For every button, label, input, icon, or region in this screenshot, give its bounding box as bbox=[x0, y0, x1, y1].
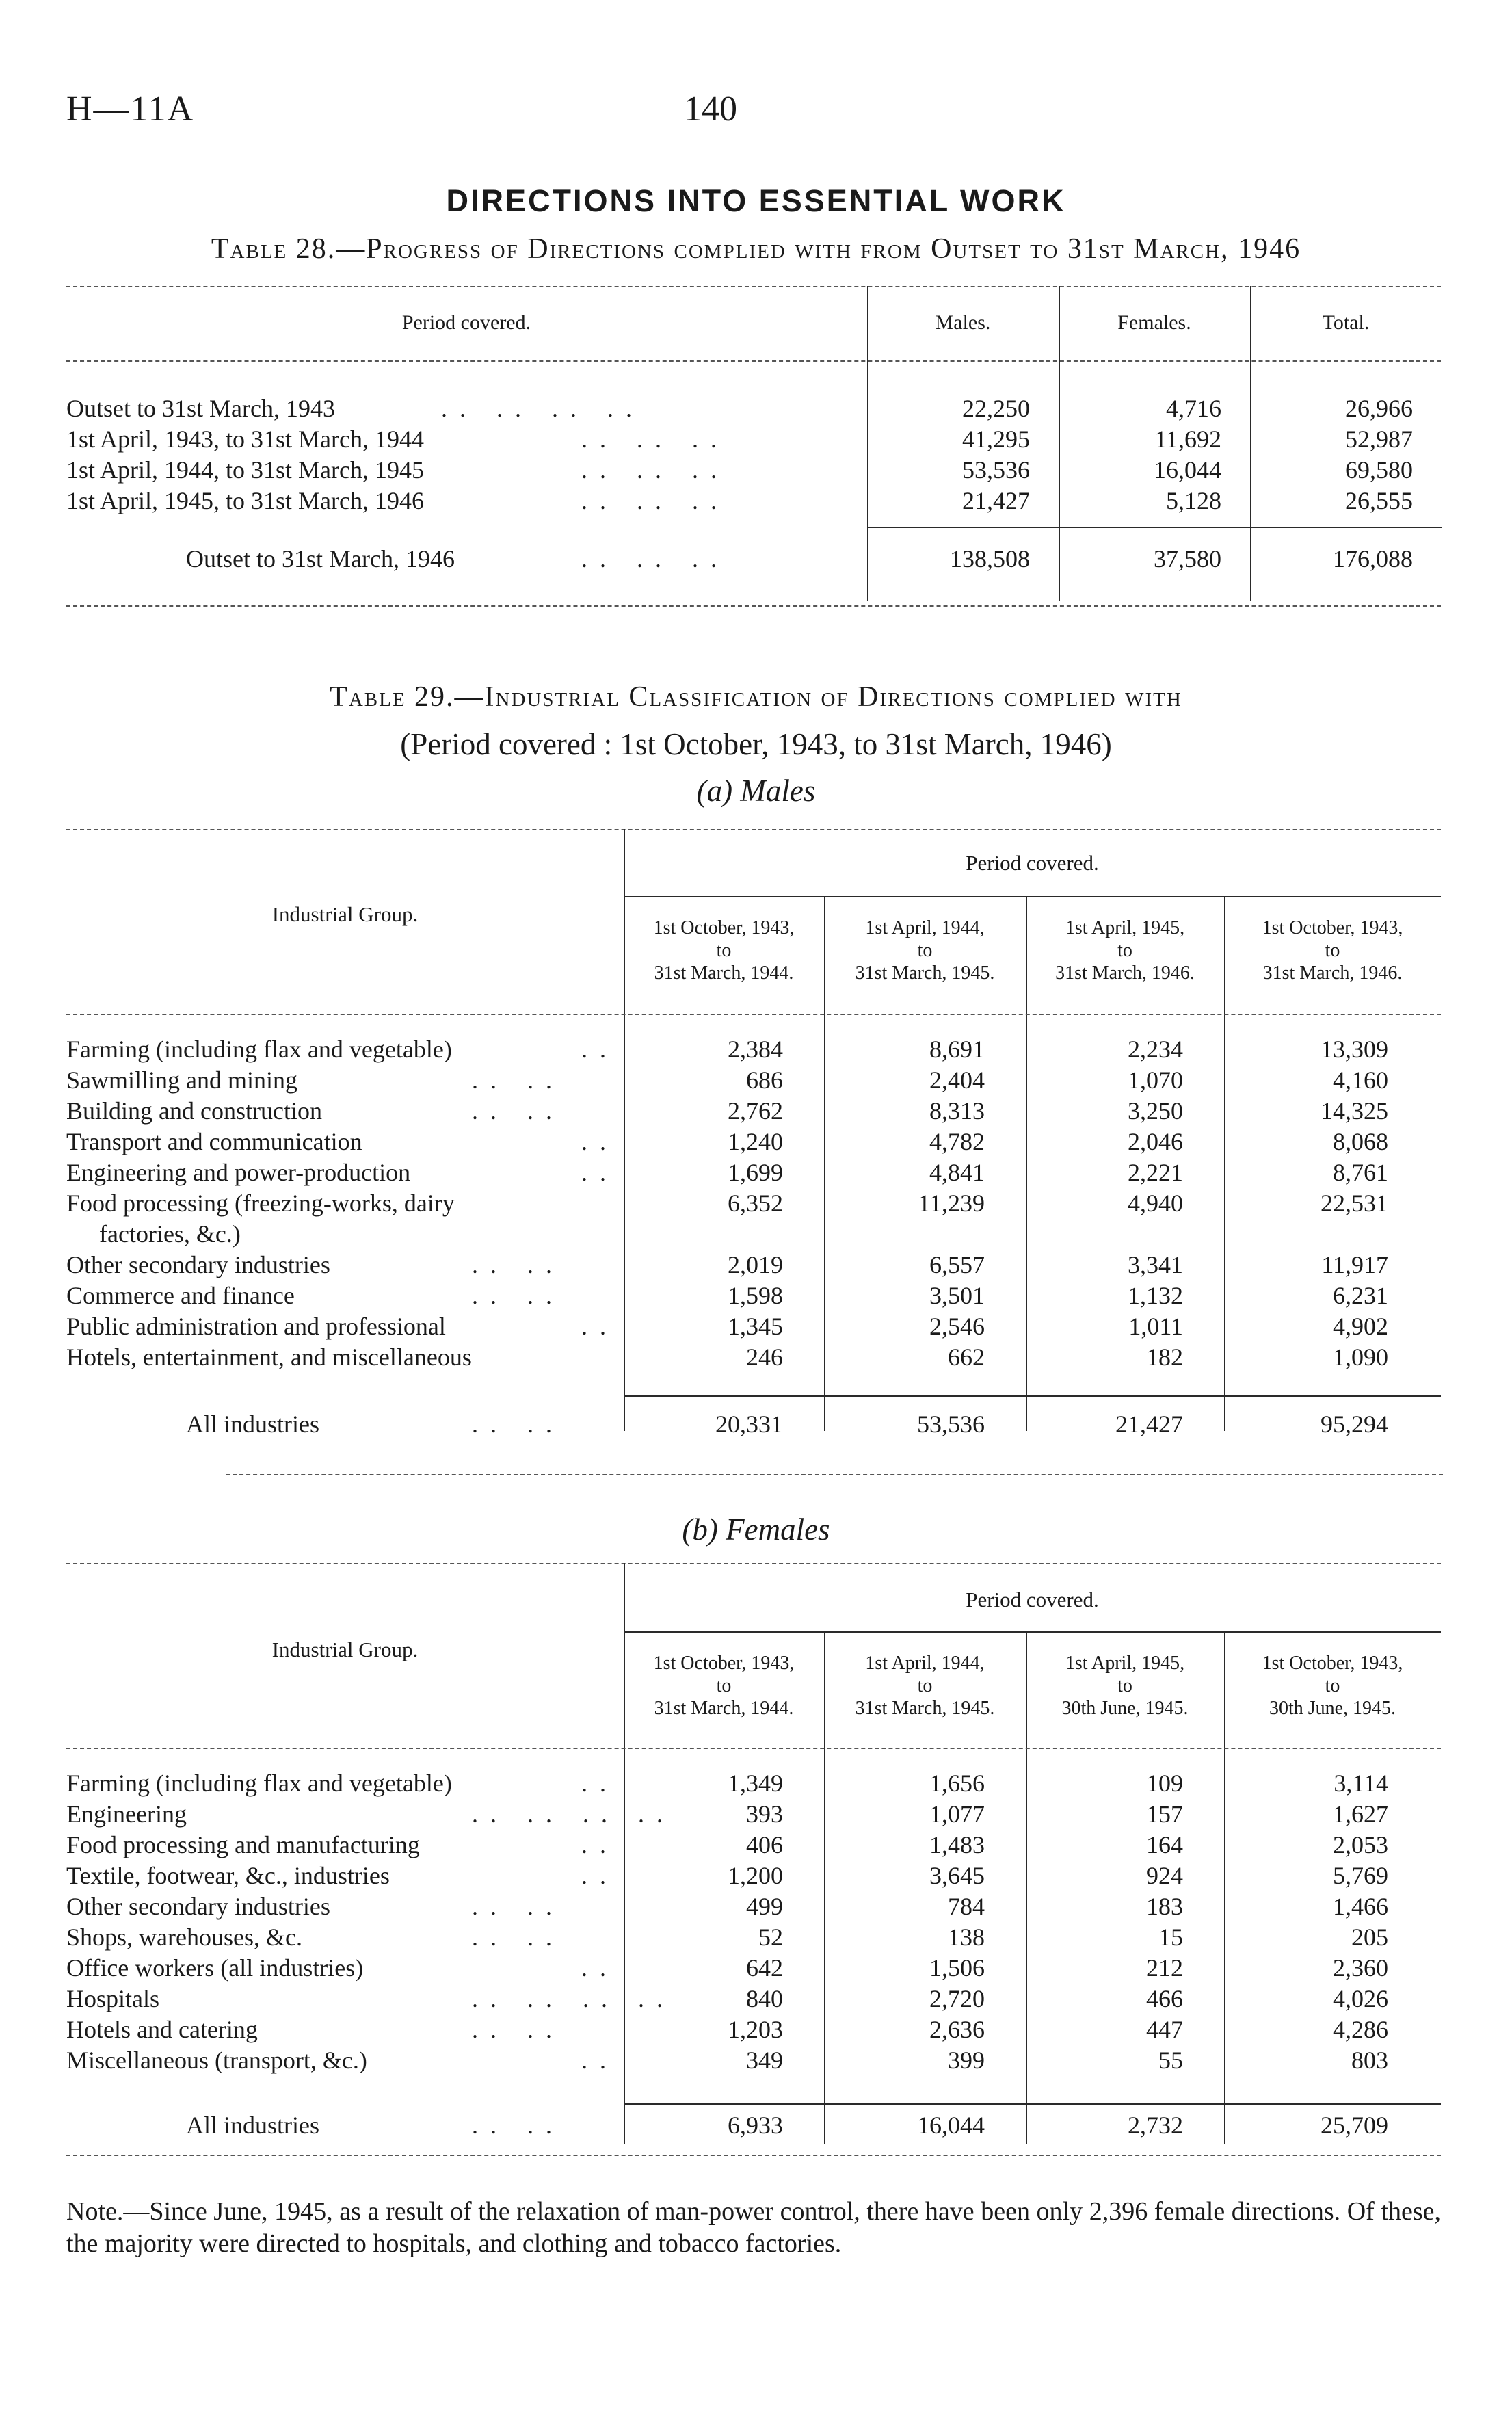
row-label: Engineering and power-production bbox=[66, 1159, 411, 1186]
value-cell: 8,068 bbox=[1333, 1128, 1388, 1155]
value-cell: 4,026 bbox=[1333, 1985, 1388, 2012]
leader-dots: .. .. bbox=[472, 1893, 564, 1920]
period-header-rule bbox=[624, 1631, 1441, 1633]
table28-header-rule bbox=[66, 360, 1441, 362]
column-header bbox=[1224, 1652, 1441, 1720]
column-header bbox=[824, 917, 1026, 984]
value-cell: 22,531 bbox=[1321, 1190, 1388, 1217]
value-cell: 3,250 bbox=[1128, 1097, 1183, 1125]
value-cell: 205 bbox=[1351, 1923, 1388, 1951]
value-cell: 14,325 bbox=[1321, 1097, 1388, 1125]
value-cell: 1,699 bbox=[728, 1159, 783, 1186]
column-header-line: to bbox=[1117, 1675, 1132, 1696]
value-cell: 6,352 bbox=[728, 1190, 783, 1217]
value-cell: 1,132 bbox=[1128, 1282, 1183, 1309]
row-label: Miscellaneous (transport, &c.) bbox=[66, 2047, 367, 2074]
period-covered-header: Period covered. bbox=[966, 851, 1099, 875]
row-label: Hotels, entertainment, and miscellaneous bbox=[66, 1343, 472, 1371]
leader-dots: .. bbox=[581, 2047, 618, 2074]
total-value: 53,536 bbox=[917, 1410, 985, 1438]
value-cell: 15 bbox=[1158, 1923, 1183, 1951]
value-cell: 11,917 bbox=[1321, 1251, 1388, 1278]
column-header-line: 1st April, 1944, bbox=[865, 1653, 985, 1674]
total-value: 69,580 bbox=[1345, 456, 1413, 484]
leader-dots: .. bbox=[581, 1770, 618, 1797]
value-cell: 399 bbox=[948, 2047, 985, 2074]
total-value: 26,966 bbox=[1345, 395, 1413, 422]
value-cell: 8,761 bbox=[1333, 1159, 1388, 1186]
value-cell: 1,483 bbox=[929, 1831, 985, 1858]
table28-top-rule bbox=[66, 286, 1441, 287]
value-cell: 164 bbox=[1146, 1831, 1183, 1858]
table29-period: (Period covered : 1st October, 1943, to 31st March, 1946) bbox=[400, 727, 1112, 761]
leader-dots: .. bbox=[581, 1159, 618, 1186]
males-value: 41,295 bbox=[962, 425, 1030, 453]
leader-dots: .. bbox=[581, 1954, 618, 1982]
males-value: 21,427 bbox=[962, 487, 1030, 514]
table28-header-total: Total. bbox=[1322, 311, 1370, 334]
value-cell: 2,636 bbox=[929, 2016, 985, 2043]
total-row-label: All industries bbox=[186, 1410, 319, 1438]
total-value: 95,294 bbox=[1321, 1410, 1388, 1438]
value-cell: 3,501 bbox=[929, 1282, 985, 1309]
table28-caption: Table 28.—Progress of Directions complied with from Outset to 31st March, 1946 bbox=[211, 233, 1301, 265]
column-header-line: 1st April, 1945, bbox=[1065, 1653, 1185, 1674]
value-cell: 183 bbox=[1146, 1893, 1183, 1920]
total-row-label: Outset to 31st March, 1946 bbox=[186, 545, 455, 573]
value-cell: 803 bbox=[1351, 2047, 1388, 2074]
column-header-line: 31st March, 1945. bbox=[855, 1698, 995, 1719]
value-cell: 157 bbox=[1146, 1800, 1183, 1828]
females-value: 16,044 bbox=[1154, 456, 1221, 484]
value-cell: 662 bbox=[948, 1343, 985, 1371]
females-top-rule bbox=[66, 1563, 1441, 1564]
value-cell: 2,053 bbox=[1333, 1831, 1388, 1858]
table28-total-rule bbox=[867, 527, 1442, 528]
row-label: Hospitals bbox=[66, 1985, 160, 2012]
value-cell: 4,841 bbox=[929, 1159, 985, 1186]
value-cell: 1,345 bbox=[728, 1313, 783, 1340]
footnote: Note.—Since June, 1945, as a result of the relaxation of man-power control, there have been only 2,396 female directions. Of these, the majority were directed to hospitals, and clothing and tobacco factories. bbox=[66, 2197, 1441, 2258]
table29-caption: Table 29.—Industrial Classification of Directions complied with bbox=[330, 681, 1182, 713]
value-cell: 13,309 bbox=[1321, 1036, 1388, 1063]
row-label: 1st April, 1945, to 31st March, 1946 bbox=[66, 487, 424, 514]
row-label: Food processing and manufacturing bbox=[66, 1831, 420, 1858]
column-header-line: 30th June, 1945. bbox=[1061, 1698, 1189, 1719]
column-header-line: 30th June, 1945. bbox=[1269, 1698, 1396, 1719]
page-number: 140 bbox=[684, 90, 737, 129]
leader-dots: .. .. .. bbox=[581, 487, 729, 514]
value-cell: 2,546 bbox=[929, 1313, 985, 1340]
value-cell: 3,114 bbox=[1334, 1770, 1388, 1797]
row-label-continued: factories, &c.) bbox=[99, 1220, 241, 1248]
row-label: Other secondary industries bbox=[66, 1251, 330, 1278]
value-cell: 642 bbox=[746, 1954, 783, 1982]
leader-dots: .. .. .. bbox=[581, 456, 729, 484]
leader-dots: .. .. bbox=[472, 2112, 564, 2139]
value-cell: 5,769 bbox=[1333, 1862, 1388, 1889]
value-cell: 406 bbox=[746, 1831, 783, 1858]
value-cell: 2,360 bbox=[1333, 1954, 1388, 1982]
value-cell: 6,557 bbox=[929, 1251, 985, 1278]
leader-dots: .. .. .. bbox=[581, 545, 729, 573]
row-label: Engineering bbox=[66, 1800, 187, 1828]
leader-dots: .. .. bbox=[472, 1282, 564, 1309]
column-header bbox=[624, 1652, 824, 1720]
value-cell: 6,231 bbox=[1333, 1282, 1388, 1309]
leader-dots: .. .. .. .. bbox=[472, 1985, 675, 2012]
leader-dots: .. .. .. bbox=[581, 425, 729, 453]
value-cell: 2,234 bbox=[1128, 1036, 1183, 1063]
row-label: Farming (including flax and vegetable) bbox=[66, 1770, 452, 1797]
value-cell: 1,200 bbox=[728, 1862, 783, 1889]
value-cell: 2,019 bbox=[728, 1251, 783, 1278]
column-header-line: to bbox=[1325, 1675, 1340, 1696]
row-label: Outset to 31st March, 1943 bbox=[66, 395, 335, 422]
row-label: Farming (including flax and vegetable) bbox=[66, 1036, 452, 1063]
column-header-line: to bbox=[917, 1675, 933, 1696]
total-value: 6,933 bbox=[728, 2112, 783, 2139]
value-cell: 499 bbox=[746, 1893, 783, 1920]
row-label: Office workers (all industries) bbox=[66, 1954, 364, 1982]
leader-dots: .. .. .. .. bbox=[441, 395, 644, 422]
leader-dots: .. .. bbox=[472, 1410, 564, 1438]
value-cell: 138 bbox=[948, 1923, 985, 1951]
industrial-group-header: Industrial Group. bbox=[271, 1638, 419, 1661]
total-value: 2,732 bbox=[1128, 2112, 1183, 2139]
page-header bbox=[0, 89, 1512, 144]
column-header bbox=[1026, 1652, 1224, 1720]
value-cell: 55 bbox=[1158, 2047, 1183, 2074]
leader-dots: .. bbox=[581, 1036, 618, 1063]
column-header-line: 1st October, 1943, bbox=[653, 1653, 795, 1674]
row-label: Transport and communication bbox=[66, 1128, 362, 1155]
value-cell: 1,506 bbox=[929, 1954, 985, 1982]
males-top-rule bbox=[66, 829, 1441, 830]
value-cell: 924 bbox=[1146, 1862, 1183, 1889]
column-header-line: 1st October, 1943, bbox=[653, 917, 795, 938]
value-cell: 3,645 bbox=[929, 1862, 985, 1889]
males-value: 22,250 bbox=[962, 395, 1030, 422]
value-cell: 4,286 bbox=[1333, 2016, 1388, 2043]
total-value: 20,331 bbox=[715, 1410, 783, 1438]
females-value: 5,128 bbox=[1166, 487, 1221, 514]
row-label: Commerce and finance bbox=[66, 1282, 295, 1309]
leader-dots: .. bbox=[581, 1831, 618, 1858]
value-cell: 2,762 bbox=[728, 1097, 783, 1125]
row-label: Food processing (freezing-works, dairy bbox=[66, 1190, 455, 1217]
males-total-rule bbox=[624, 1395, 1441, 1397]
column-header-line: 31st March, 1944. bbox=[654, 1698, 794, 1719]
value-cell: 2,221 bbox=[1128, 1159, 1183, 1186]
column-header bbox=[1224, 917, 1441, 984]
males-header-rule bbox=[66, 1014, 1441, 1015]
row-label: Public administration and professional bbox=[66, 1313, 446, 1340]
column-header-line: to bbox=[1117, 940, 1132, 961]
males-heading: (a) Males bbox=[696, 774, 816, 808]
value-cell: 212 bbox=[1146, 1954, 1183, 1982]
females-value: 11,692 bbox=[1154, 425, 1221, 453]
females-total-rule bbox=[624, 2103, 1441, 2105]
column-header-line: 31st March, 1945. bbox=[855, 962, 995, 984]
column-header-line: to bbox=[917, 940, 933, 961]
column-header bbox=[624, 917, 824, 984]
column-header-line: 31st March, 1946. bbox=[1055, 962, 1195, 984]
leader-dots: .. .. bbox=[472, 1251, 564, 1278]
period-header-rule bbox=[624, 896, 1441, 897]
value-cell: 2,046 bbox=[1128, 1128, 1183, 1155]
leader-dots: .. bbox=[581, 1862, 618, 1889]
leader-dots: .. .. .. .. bbox=[472, 1800, 675, 1828]
value-cell: 784 bbox=[948, 1893, 985, 1920]
value-cell: 393 bbox=[746, 1800, 783, 1828]
value-cell: 52 bbox=[758, 1923, 783, 1951]
value-cell: 11,239 bbox=[918, 1190, 985, 1217]
value-cell: 2,404 bbox=[929, 1066, 985, 1094]
value-cell: 4,902 bbox=[1333, 1313, 1388, 1340]
value-cell: 447 bbox=[1146, 2016, 1183, 2043]
row-label: Hotels and catering bbox=[66, 2016, 258, 2043]
females-header-rule bbox=[66, 1748, 1441, 1749]
leader-dots: .. bbox=[581, 1313, 618, 1340]
females-value: 4,716 bbox=[1166, 395, 1221, 422]
males-bottom-rule bbox=[226, 1474, 1443, 1475]
column-header bbox=[824, 1652, 1026, 1720]
value-cell: 8,691 bbox=[929, 1036, 985, 1063]
total-value: 21,427 bbox=[1115, 1410, 1183, 1438]
total-value: 26,555 bbox=[1345, 487, 1413, 514]
value-cell: 686 bbox=[746, 1066, 783, 1094]
column-header-line: 1st April, 1945, bbox=[1065, 917, 1185, 938]
column-header-line: 1st April, 1944, bbox=[865, 917, 985, 938]
value-cell: 109 bbox=[1146, 1770, 1183, 1797]
column-header-line: to bbox=[716, 1675, 732, 1696]
value-cell: 1,349 bbox=[728, 1770, 783, 1797]
grand-total: 176,088 bbox=[1333, 545, 1413, 573]
value-cell: 840 bbox=[746, 1985, 783, 2012]
column-header-line: 1st October, 1943, bbox=[1262, 917, 1403, 938]
row-label: Shops, warehouses, &c. bbox=[66, 1923, 302, 1951]
value-cell: 1,203 bbox=[728, 2016, 783, 2043]
column-header-line: 1st October, 1943, bbox=[1262, 1653, 1403, 1674]
females-heading: (b) Females bbox=[682, 1512, 830, 1547]
total-value: 16,044 bbox=[917, 2112, 985, 2139]
total-value: 52,987 bbox=[1345, 425, 1413, 453]
section-title: DIRECTIONS INTO ESSENTIAL WORK bbox=[446, 183, 1066, 218]
value-cell: 8,313 bbox=[929, 1097, 985, 1125]
value-cell: 349 bbox=[746, 2047, 783, 2074]
value-cell: 1,656 bbox=[929, 1770, 985, 1797]
period-covered-header: Period covered. bbox=[966, 1588, 1099, 1612]
value-cell: 4,160 bbox=[1333, 1066, 1388, 1094]
value-cell: 2,384 bbox=[728, 1036, 783, 1063]
value-cell: 1,077 bbox=[929, 1800, 985, 1828]
table28-header-males: Males. bbox=[935, 311, 991, 334]
row-label: Other secondary industries bbox=[66, 1893, 330, 1920]
table28-bottom-rule bbox=[66, 605, 1441, 607]
females-total: 37,580 bbox=[1154, 545, 1221, 573]
value-cell: 1,240 bbox=[728, 1128, 783, 1155]
leader-dots: .. .. bbox=[472, 2016, 564, 2043]
males-value: 53,536 bbox=[962, 456, 1030, 484]
row-label: 1st April, 1943, to 31st March, 1944 bbox=[66, 425, 424, 453]
total-value: 25,709 bbox=[1321, 2112, 1388, 2139]
value-cell: 4,940 bbox=[1128, 1190, 1183, 1217]
row-label: Sawmilling and mining bbox=[66, 1066, 297, 1094]
value-cell: 3,341 bbox=[1128, 1251, 1183, 1278]
leader-dots: .. .. bbox=[472, 1923, 564, 1951]
males-total: 138,508 bbox=[950, 545, 1030, 573]
value-cell: 1,011 bbox=[1128, 1313, 1183, 1340]
value-cell: 1,070 bbox=[1128, 1066, 1183, 1094]
column-header-line: 31st March, 1946. bbox=[1262, 962, 1403, 984]
row-label: Textile, footwear, &c., industries bbox=[66, 1862, 390, 1889]
column-header bbox=[1026, 917, 1224, 984]
total-row-label: All industries bbox=[186, 2112, 319, 2139]
value-cell: 2,720 bbox=[929, 1985, 985, 2012]
value-cell: 182 bbox=[1146, 1343, 1183, 1371]
leader-dots: .. .. bbox=[472, 1097, 564, 1125]
value-cell: 1,627 bbox=[1333, 1800, 1388, 1828]
table28-header-females: Females. bbox=[1117, 311, 1191, 334]
value-cell: 1,598 bbox=[728, 1282, 783, 1309]
leader-dots: .. bbox=[581, 1128, 618, 1155]
row-label: Building and construction bbox=[66, 1097, 322, 1125]
females-bottom-rule bbox=[66, 2155, 1441, 2156]
table28-header-period: Period covered. bbox=[401, 311, 531, 334]
row-label: 1st April, 1944, to 31st March, 1945 bbox=[66, 456, 424, 484]
value-cell: 1,090 bbox=[1333, 1343, 1388, 1371]
column-header-line: 31st March, 1944. bbox=[654, 962, 794, 984]
column-header-line: to bbox=[716, 940, 732, 961]
leader-dots: .. .. bbox=[472, 1066, 564, 1094]
value-cell: 4,782 bbox=[929, 1128, 985, 1155]
industrial-group-header: Industrial Group. bbox=[271, 902, 419, 926]
document-reference: H—11A bbox=[66, 90, 195, 129]
value-cell: 466 bbox=[1146, 1985, 1183, 2012]
column-header-line: to bbox=[1325, 940, 1340, 961]
value-cell: 246 bbox=[746, 1343, 783, 1371]
value-cell: 1,466 bbox=[1333, 1893, 1388, 1920]
